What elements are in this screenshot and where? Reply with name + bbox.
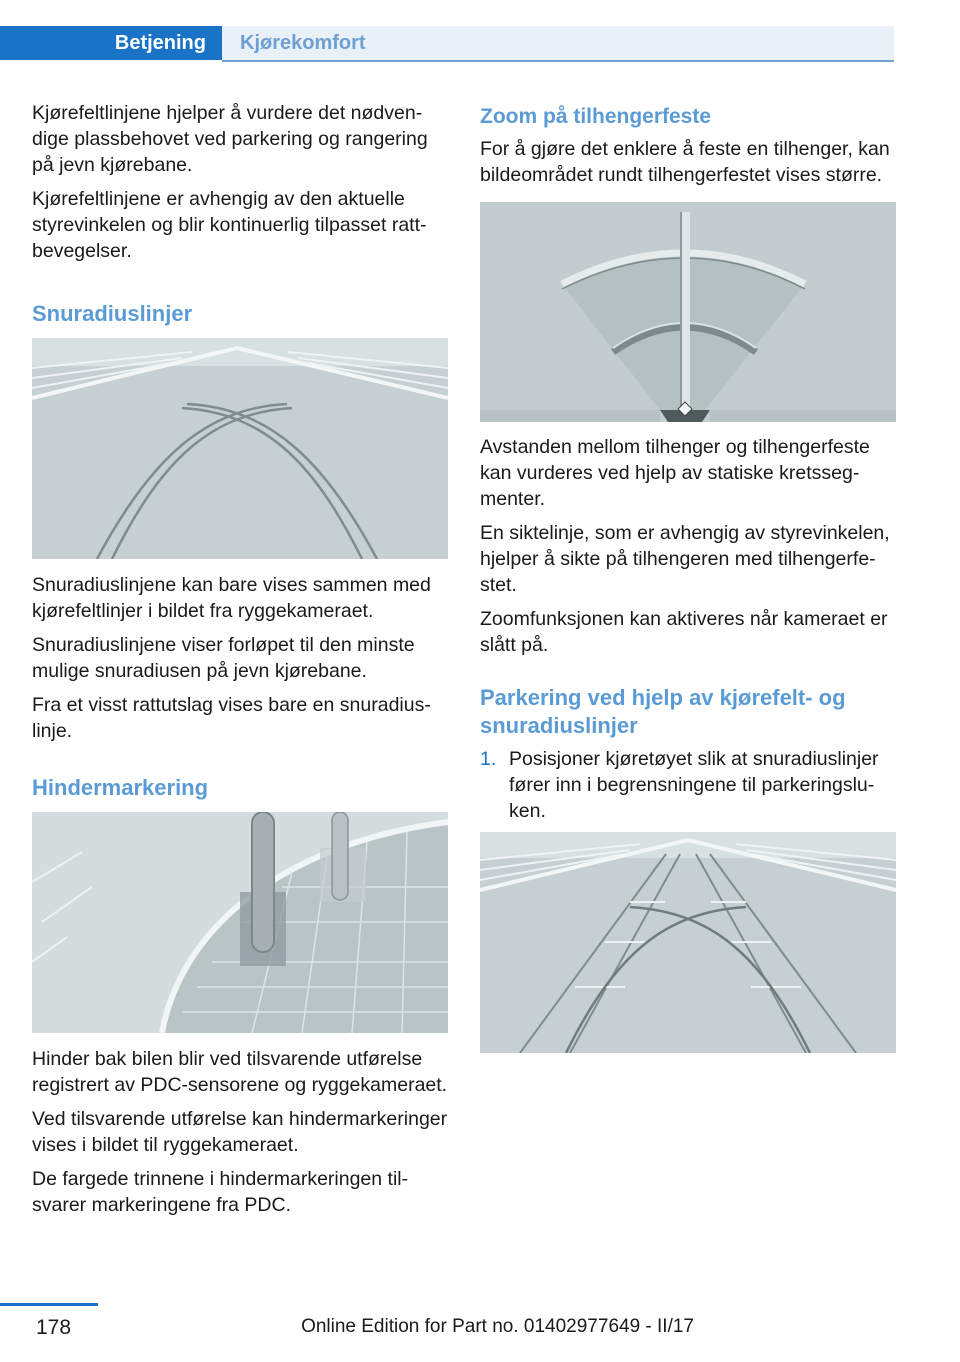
obstacle-paragraph-3: De fargede trinnene i hindermarkeringen tilsvarer markeringene fra PDC. xyxy=(32,1168,409,1216)
figure-parking-lines xyxy=(480,832,896,1053)
figure-obstacle-marking xyxy=(32,812,448,1033)
list-item-step-1 xyxy=(480,746,896,824)
obstacle-paragraph-1: Hinder bak bilen blir ved tilsvarende utførelse registrert av PDC-sensorene og ryggekameraet. xyxy=(32,1048,448,1096)
zoom-paragraph-3: En siktelinje, som er avhengig av styrevinkelen, hjelper å sikte på tilhengeren med tilhengerfestet. xyxy=(480,522,890,596)
right-column xyxy=(480,100,896,196)
step-text: Posisjoner kjøretøyet slik at snuradiuslinjer fører inn i begrensningene til parkeringsluken. xyxy=(509,748,879,822)
step-number: 1. xyxy=(480,748,497,770)
heading-hindermarkering: Hindermarkering xyxy=(32,775,209,800)
chapter-header xyxy=(0,0,960,62)
turning-radius-text xyxy=(32,572,448,802)
page-number: 178 xyxy=(36,1316,72,1339)
heading-parkering: Parkering ved hjelp av kjørefelt- og snuradiuslinjer xyxy=(480,685,846,738)
left-column xyxy=(32,100,448,328)
edition-text: Online Edition for Part no. 01402977649 - II/17 xyxy=(301,1316,694,1337)
zoom-paragraph-2: Avstanden mellom tilhenger og tilhengerfeste kan vurderes ved hjelp av statiske kretssegmenter. xyxy=(480,436,870,510)
intro-paragraph-2: Kjørefeltlinjene er avhengig av den aktuelle styrevinkelen og blir kontinuerlig tilpasset rattbevegelser. xyxy=(32,188,427,262)
header-divider xyxy=(222,60,894,62)
footer-accent-bar xyxy=(0,1303,98,1306)
turn-paragraph-1: Snuradiuslinjene kan bare vises sammen med kjørefeltlinjer i bildet fra ryggekameraet. xyxy=(32,574,431,622)
tab-betjening[interactable]: Betjening xyxy=(0,26,222,60)
figure-trailer-hitch-zoom xyxy=(480,202,896,422)
intro-paragraph-1: Kjørefeltlinjene hjelper å vurdere det nødvendige plassbehovet ved parkering og rangering på jevn kjørebane. xyxy=(32,102,428,176)
zoom-paragraph-4: Zoomfunksjonen kan aktiveres når kameraet er slått på. xyxy=(480,608,888,656)
zoom-text xyxy=(480,434,896,824)
obstacle-text xyxy=(32,1046,448,1226)
obstacle-paragraph-2: Ved tilsvarende utførelse kan hindermarkeringer vises i bildet til ryggekameraet. xyxy=(32,1108,448,1156)
tab-kjorekomfort[interactable]: Kjørekomfort xyxy=(222,26,894,60)
heading-snuradiuslinjer: Snuradiuslinjer xyxy=(32,301,193,326)
zoom-paragraph-1: For å gjøre det enklere å feste en tilhenger, kan bildeområdet rundt tilhengerfestet vises større. xyxy=(480,138,890,186)
heading-zoom-tilhengerfeste: Zoom på tilhengerfeste xyxy=(480,105,712,128)
turn-paragraph-3: Fra et visst rattutslag vises bare en snuradiuslinje. xyxy=(32,694,431,742)
turn-paragraph-2: Snuradiuslinjene viser forløpet til den minste mulige snuradiusen på jevn kjørebane. xyxy=(32,634,415,682)
figure-turning-radius-lines xyxy=(32,338,448,559)
